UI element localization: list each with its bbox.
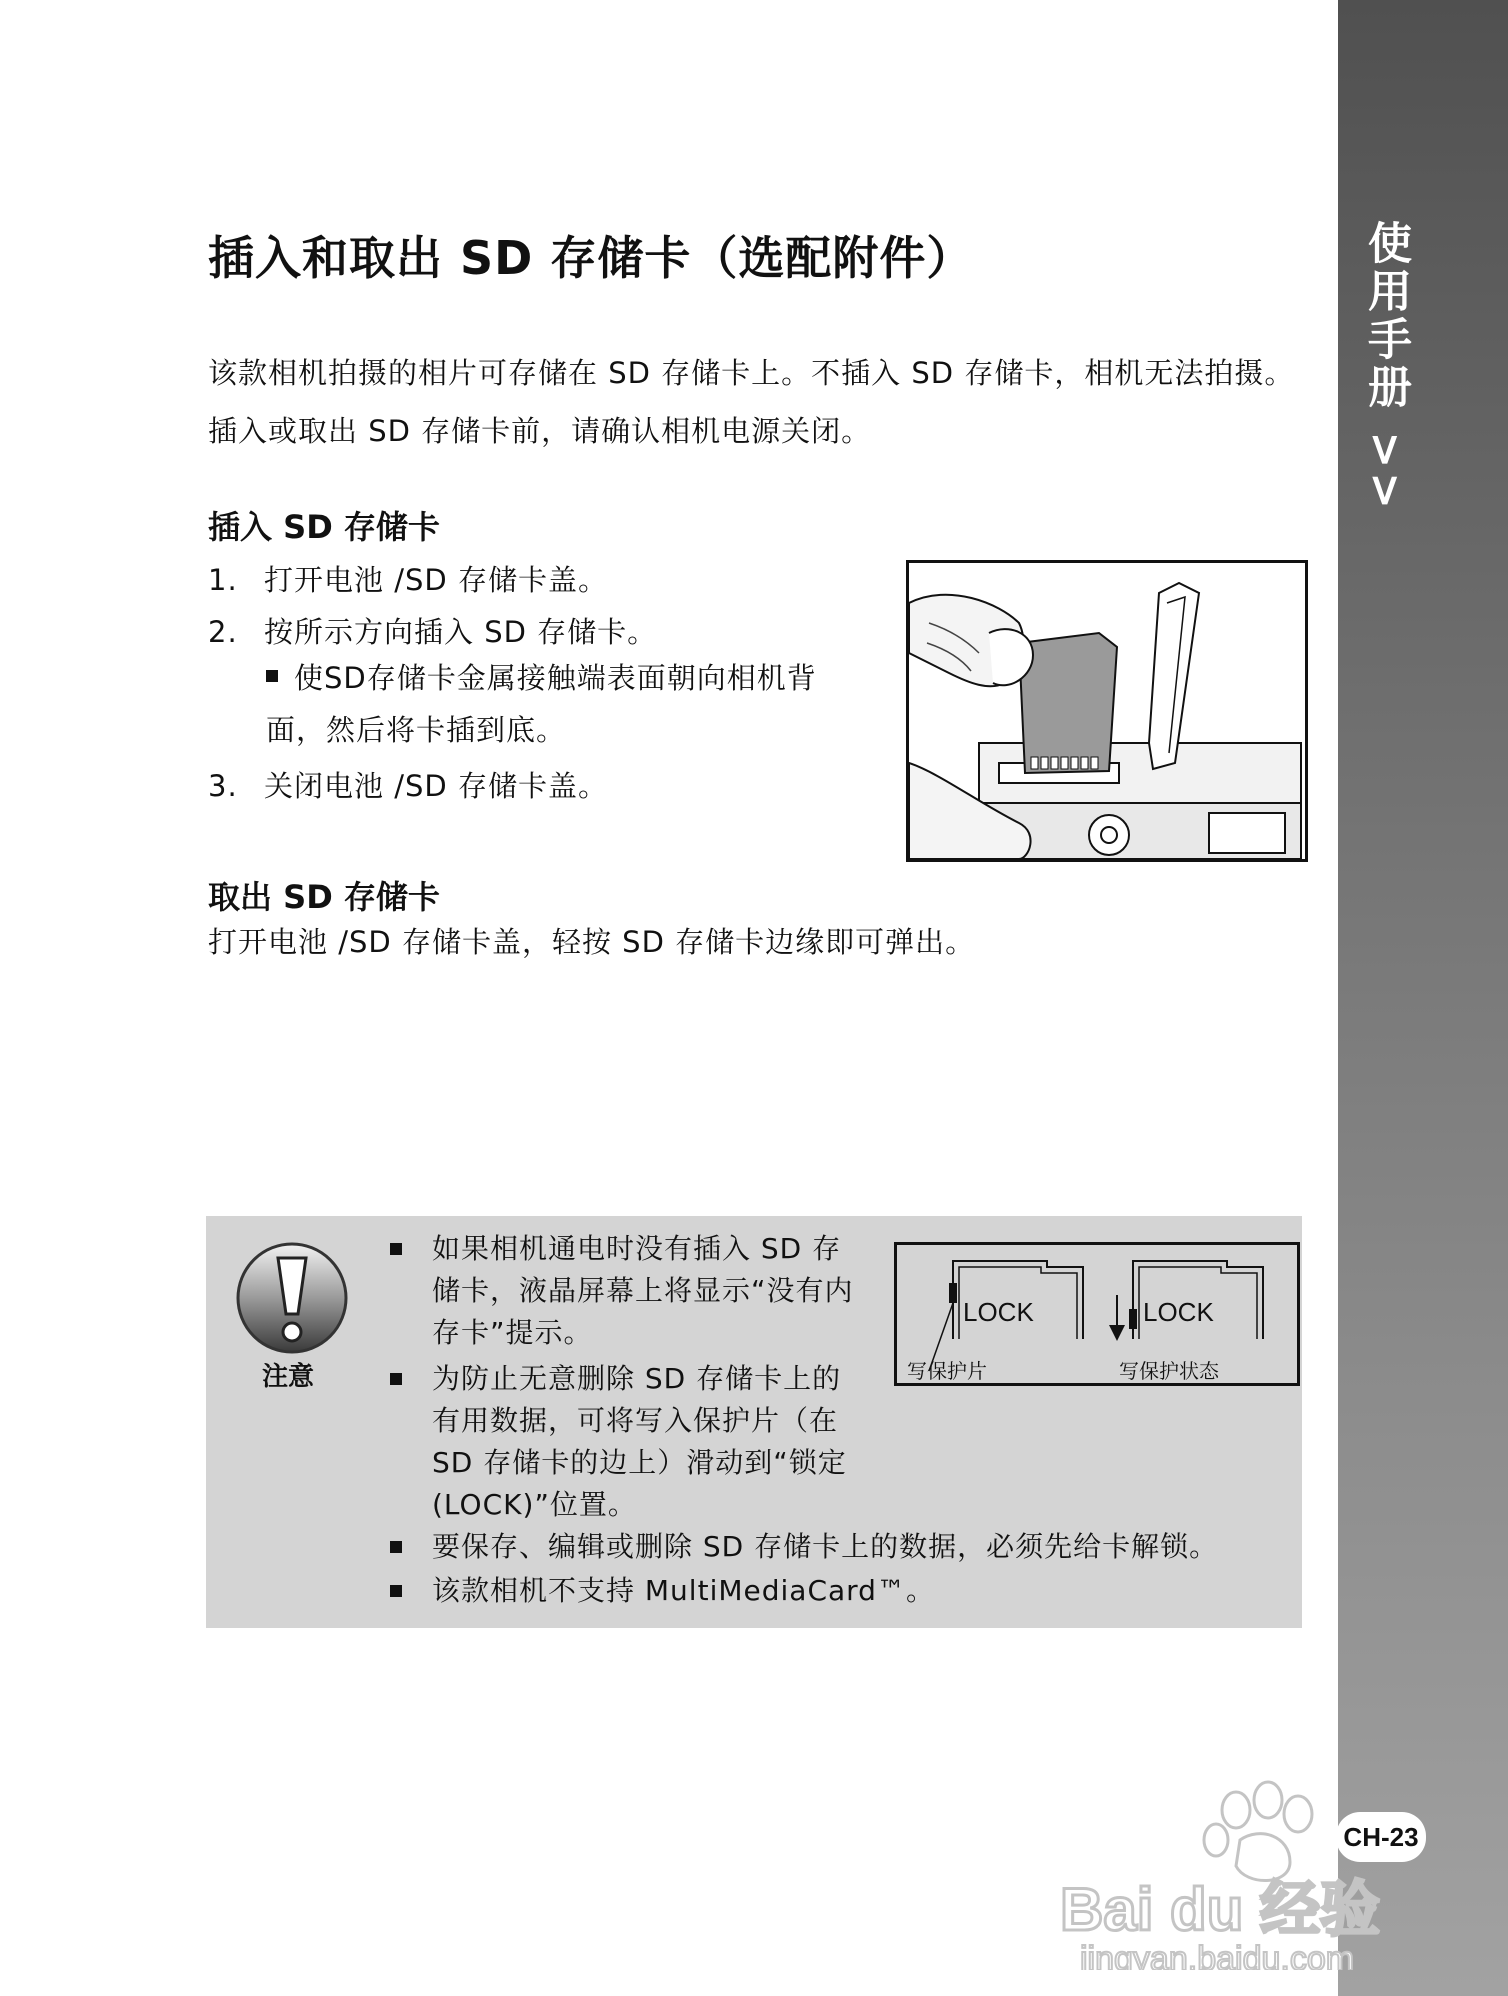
insert-sub-note — [266, 652, 866, 756]
insert-step-2 — [208, 610, 657, 651]
insert-card-illustration — [906, 560, 1308, 862]
remove-heading: 取出 SD 存储卡 — [208, 878, 440, 916]
write-protect-diagram — [894, 1242, 1300, 1386]
intro-paragraph: 该款相机拍摄的相片可存储在 SD 存储卡上。不插入 SD 存储卡，相机无法拍摄。插入或取出 SD 存储卡前，请确认相机电源关闭。 — [208, 356, 1295, 448]
page-number: CH-23 — [1336, 1812, 1426, 1862]
insert-step-3 — [208, 764, 608, 805]
insert-heading: 插入 SD 存储卡 — [208, 508, 440, 546]
bullet-square-icon — [390, 1243, 402, 1255]
bullet-square-icon — [390, 1373, 402, 1385]
step-number: 3. — [208, 769, 238, 803]
note-item-text: 如果相机通电时没有插入 SD 存储卡，液晶屏幕上将显示“没有内存卡”提示。 — [432, 1232, 854, 1349]
lock-label-locked: LOCK — [1143, 1297, 1214, 1327]
sub-note-text: 使SD存储卡金属接触端表面朝向相机背面，然后将卡插到底。 — [266, 661, 817, 747]
warning-exclamation-icon — [234, 1240, 350, 1356]
note-item-text: 要保存、编辑或删除 SD 存储卡上的数据，必须先给卡解锁。 — [432, 1530, 1219, 1563]
note-item-text: 为防止无意删除 SD 存储卡上的有用数据，可将写入保护片（在 SD 存储卡的边上）滑动到“锁定(LOCK)”位置。 — [432, 1362, 847, 1521]
sidebar-title: 使用手册 >> — [1360, 220, 1411, 514]
lock-label-unlocked: LOCK — [963, 1297, 1034, 1327]
note-item-3 — [432, 1526, 1272, 1568]
insert-step-1 — [208, 558, 608, 599]
page-title: 插入和取出 SD 存储卡（选配附件） — [208, 231, 974, 285]
note-item-text: 该款相机不支持 MultiMediaCard™。 — [432, 1574, 935, 1607]
note-item-4 — [432, 1570, 1272, 1612]
step-text: 按所示方向插入 SD 存储卡。 — [264, 615, 658, 649]
caption-write-protect-tab: 写保护片 — [907, 1359, 987, 1383]
remove-text: 打开电池 /SD 存储卡盖，轻按 SD 存储卡边缘即可弹出。 — [208, 925, 976, 959]
watermark-url: jingyan.baidu.com — [1080, 1940, 1355, 1970]
step-number: 2. — [208, 615, 238, 649]
step-text: 打开电池 /SD 存储卡盖。 — [264, 563, 608, 597]
baidu-watermark-logo — [1040, 1770, 1440, 1970]
note-box — [206, 1216, 1302, 1628]
step-text: 关闭电池 /SD 存储卡盖。 — [264, 769, 608, 803]
watermark-brand: Bai du 经验 — [1060, 1876, 1381, 1943]
bullet-square-icon — [390, 1585, 402, 1597]
bullet-square-icon — [390, 1541, 402, 1553]
caption-write-protect-state: 写保护状态 — [1119, 1359, 1219, 1383]
bullet-square-icon — [266, 670, 278, 682]
note-item-1 — [432, 1228, 868, 1354]
note-label: 注意 — [262, 1362, 315, 1392]
note-item-2 — [432, 1358, 868, 1526]
step-number: 1. — [208, 563, 238, 597]
